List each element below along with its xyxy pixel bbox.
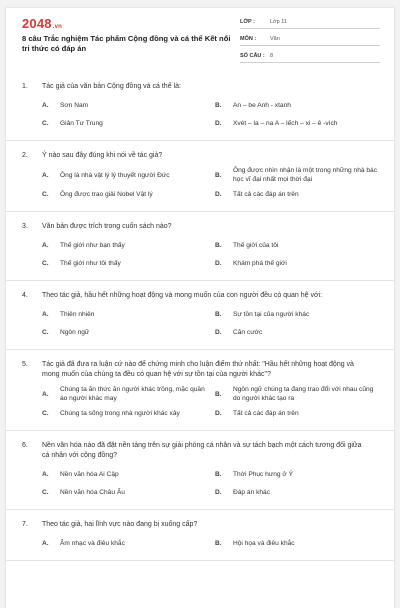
question-item [6,141,394,212]
question-text [6,82,394,92]
question-prompt: Tác giả đã đưa ra luận cứ nào để chứng minh cho luận điểm thứ nhất: "Hầu hết những hoạt động và mong muốn của chúng ta đều có quan hệ với sự tồn tại của người khác"? [42,361,354,378]
option-letter: C. [42,190,49,198]
answer-options [42,237,394,271]
option-letter: B. [215,390,222,398]
answer-option[interactable] [42,466,215,482]
answer-option[interactable] [215,166,386,184]
option-text: Nền văn hóa Ai Cập [60,470,119,478]
option-text: Hội họa và điêu khắc [233,539,295,547]
document-title: 8 câu Trắc nghiệm Tác phẩm Cộng đồng và cá thể Kết nối tri thức có đáp án [22,34,231,53]
option-text: Căn cước [233,328,263,336]
answer-option[interactable] [42,405,215,421]
option-letter: A. [42,539,49,547]
question-text [6,222,394,232]
option-text: Thế giới của tôi [233,241,279,249]
option-text: Ông được nhìn nhận là một trong những nhà bác học vĩ đại nhất mọi thời đại [233,167,378,183]
option-letter: D. [215,119,222,127]
meta-subject-label: MÔN : [240,36,257,42]
answer-option[interactable] [215,115,386,131]
option-letter: B. [215,470,222,478]
option-text: Âm nhạc và điêu khắc [60,539,125,547]
option-letter: B. [215,539,222,547]
option-text: Thế giới như tôi thấy [60,259,121,267]
option-letter: A. [42,390,49,398]
answer-option[interactable] [42,306,215,322]
question-item [6,510,394,561]
question-item [6,350,394,431]
option-letter: D. [215,488,222,496]
option-text: Nền văn hóa Châu Âu [60,488,125,496]
answer-option[interactable] [42,166,215,184]
answer-option[interactable] [42,255,215,271]
answer-option[interactable] [42,535,215,551]
option-letter: D. [215,328,222,336]
option-letter: C. [42,488,49,496]
meta-count-row [240,50,380,63]
answer-option[interactable] [215,255,386,271]
answer-option[interactable] [215,405,386,421]
answer-options [42,535,394,551]
option-text: Ông được trao giải Nobel Vật lý [60,190,153,198]
answer-option[interactable] [42,237,215,253]
answer-option[interactable] [215,385,386,403]
option-letter: B. [215,241,222,249]
answer-option[interactable] [215,466,386,482]
question-item [6,281,394,350]
meta-class-row [240,16,380,29]
answer-option[interactable] [42,97,215,113]
option-letter: A. [42,101,49,109]
option-letter: A. [42,241,49,249]
meta-subject-value: Văn [270,36,280,42]
answer-option[interactable] [215,97,386,113]
question-list [6,72,394,561]
option-letter: A. [42,470,49,478]
answer-option[interactable] [215,306,386,322]
option-text: Xvét – la – na A – lếch – xi – ê -vích [233,119,338,127]
question-number: 1. [22,83,28,90]
question-number: 7. [22,521,28,528]
option-text: Ngôn ngữ [60,328,90,336]
option-text: Giản Tư Trung [60,119,103,127]
question-number: 5. [22,361,28,368]
answer-option[interactable] [42,324,215,340]
option-letter: C. [42,409,49,417]
logo-text: 2048 [22,16,52,31]
option-letter: D. [215,259,222,267]
meta-class-label: LỚP : [240,19,255,25]
document-meta [240,16,380,67]
logo-suffix: .vn [52,24,63,30]
option-letter: A. [42,310,49,318]
option-text: Sơn Nam [60,101,89,109]
answer-option[interactable] [42,115,215,131]
option-letter: C. [42,328,49,336]
question-item [6,431,394,510]
option-letter: D. [215,409,222,417]
answer-option[interactable] [215,237,386,253]
question-prompt: Văn bản được trích trong cuốn sách nào? [42,223,172,230]
document-header [6,8,394,70]
option-letter: D. [215,190,222,198]
option-letter: A. [42,171,49,179]
option-text: Thế giới như bạn thấy [60,241,125,249]
option-text: Chúng ta sống trong nhà người khác xây [60,409,180,417]
question-prompt: Theo tác giả, hai lĩnh vực nào đang bị xuống cấp? [42,521,198,528]
question-text [6,151,394,161]
meta-count-label: SỐ CÂU : [240,53,265,59]
question-number: 4. [22,292,28,299]
option-text: Ông là nhà vật lý lý thuyết người Đức [60,171,170,179]
option-text: Thiên nhiên [60,310,95,318]
answer-option[interactable] [42,186,215,202]
question-text [6,441,394,461]
answer-option[interactable] [42,385,215,403]
meta-count-value: 8 [270,53,274,59]
site-logo[interactable] [22,16,62,31]
question-number: 6. [22,442,28,449]
question-item [6,212,394,281]
answer-options [42,306,394,340]
answer-option[interactable] [215,535,386,551]
option-text: An – be Anh - xtanh [233,101,291,109]
meta-subject-row [240,33,380,46]
option-text: Khám phá thế giới [233,259,287,267]
question-text [6,520,394,530]
option-text: Tất cả các đáp án trên [233,409,299,417]
question-number: 3. [22,223,28,230]
answer-options [42,166,394,202]
answer-options [42,97,394,131]
question-prompt: Nền văn hóa nào đã đặt nền tảng trên sự giải phóng cá nhân và sự tách bạch một cách tương đối giữa cá nhân với cộng đồng? [42,442,362,459]
answer-option[interactable] [215,484,386,500]
question-prompt: Theo tác giả, hầu hết những hoạt động và mong muốn của con người đều có quan hệ với: [42,292,323,299]
question-text [6,360,394,380]
option-text: Thời Phục hưng ở Ý [233,470,293,478]
question-item [6,72,394,141]
option-letter: B. [215,171,222,179]
option-text: Đáp án khác [233,488,271,496]
option-letter: B. [215,310,222,318]
option-text: Tất cả các đáp án trên [233,190,299,198]
answer-options [42,385,394,421]
option-letter: B. [215,101,222,109]
answer-options [42,466,394,500]
option-text: Ngôn ngữ chúng ta đang trao đổi với nhau cũng do người khác tạo ra [233,386,374,402]
option-text: Sự tồn tại của người khác [233,310,310,318]
option-letter: C. [42,259,49,267]
answer-option[interactable] [215,186,386,202]
question-text [6,291,394,301]
answer-option[interactable] [42,484,215,500]
question-number: 2. [22,152,28,159]
answer-option[interactable] [215,324,386,340]
document-page [6,8,394,608]
meta-class-value: Lớp 11 [270,19,287,25]
question-prompt: Tác giả của văn bản Cộng đồng và cá thể là: [42,83,181,90]
question-prompt: Ý nào sau đây đúng khi nói về tác giả? [42,152,163,159]
option-letter: C. [42,119,49,127]
option-text: Chúng ta ăn thức ăn người khác trồng, mặc quần áo người khác may [60,386,205,402]
